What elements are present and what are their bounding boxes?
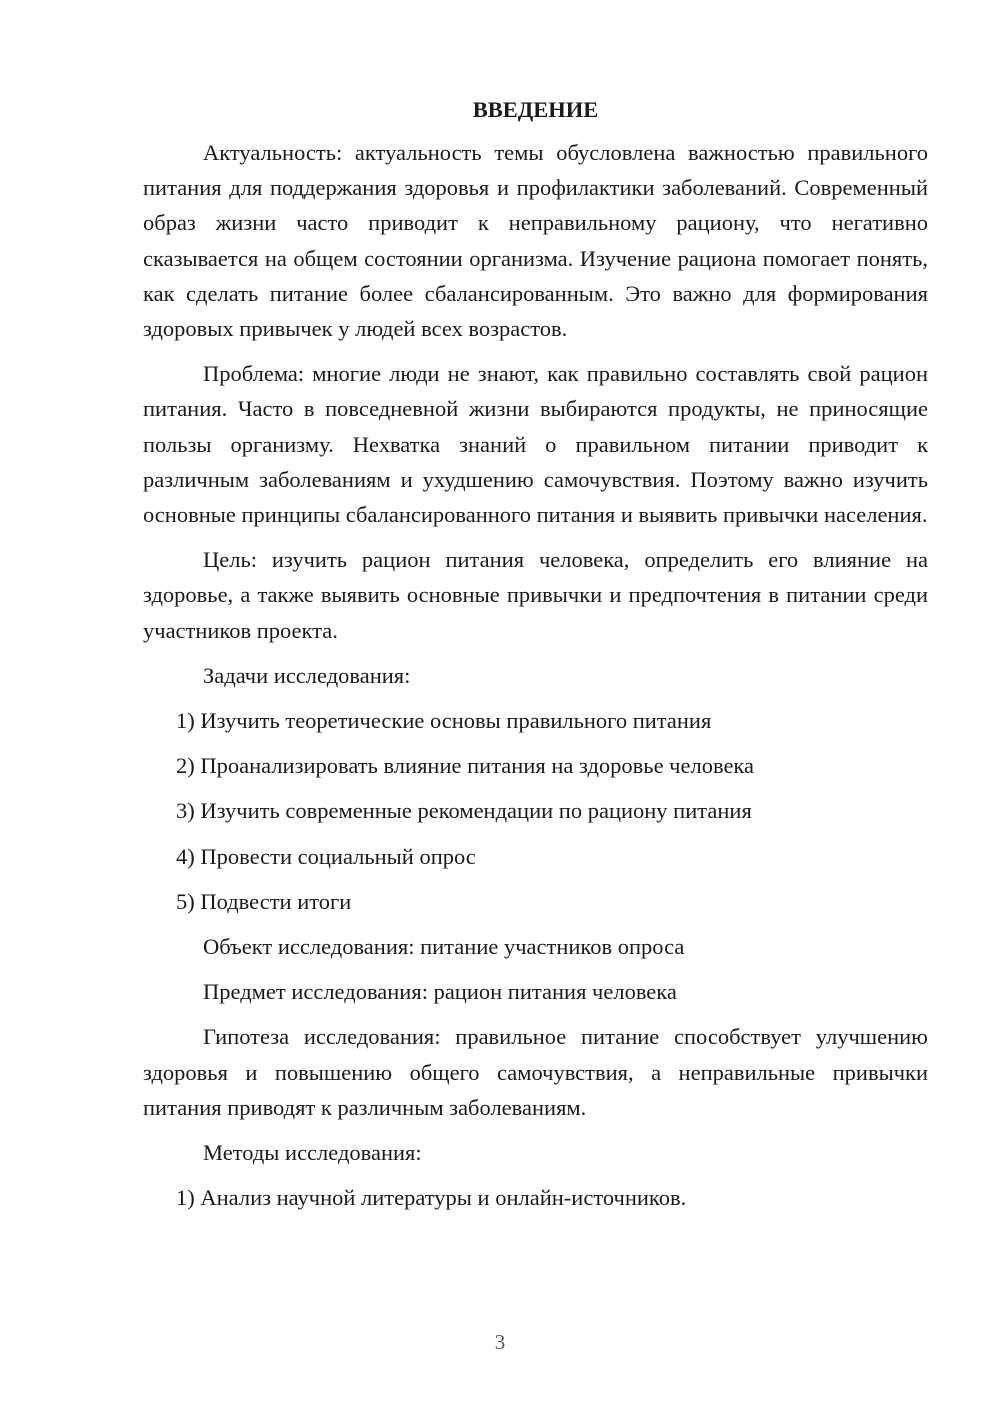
subject-line: Предмет исследования: рацион питания человека bbox=[203, 979, 677, 1005]
problem-paragraph: Проблема: многие люди не знают, как правильно составлять свой рацион питания. Часто в повседневной жизни выбираются продукты, не приносящие пользы организму. Нехватка знаний о правильном питании приводит к различным заболеваниям и ухудшению самочувствия. Поэтому важно изучить основные принципы сбалансированного питания и выявить привычки населения. bbox=[143, 361, 928, 528]
section-title: ВВЕДЕНИЕ bbox=[472, 97, 599, 122]
relevance-paragraph: Актуальность: актуальность темы обусловлена важностью правильного питания для поддержания здоровья и профилактики заболеваний. Современный образ жизни часто приводит к неправильному рациону, что негативно сказывается на общем состоянии организма. Изучение рациона помогает понять, как сделать питание более сбалансированным. Это важно для формирования здоровых привычек у людей всех возрастов. bbox=[143, 140, 928, 342]
object-line: Объект исследования: питание участников опроса bbox=[203, 934, 685, 960]
methods-heading: Методы исследования: bbox=[203, 1140, 422, 1166]
task-item: 4) Провести социальный опрос bbox=[176, 843, 476, 869]
task-item: 2) Проанализировать влияние питания на здоровье человека bbox=[176, 753, 755, 779]
goal-paragraph: Цель: изучить рацион питания человека, определить его влияние на здоровье, а также выявить основные привычки и предпочтения в питании среди участников проекта. bbox=[143, 547, 928, 643]
page-number: 3 bbox=[494, 1330, 506, 1354]
task-item: 1) Изучить теоретические основы правильного питания bbox=[176, 708, 712, 734]
task-item: 3) Изучить современные рекомендации по рациону питания bbox=[176, 798, 752, 824]
document-page bbox=[143, 95, 928, 1225]
task-item: 5) Подвести итоги bbox=[176, 888, 352, 914]
tasks-heading: Задачи исследования: bbox=[203, 662, 411, 688]
method-item: 1) Анализ научной литературы и онлайн-источников. bbox=[176, 1185, 687, 1211]
hypothesis-paragraph: Гипотеза исследования: правильное питание способствует улучшению здоровья и повышению общего самочувствия, а неправильные привычки питания приводят к различным заболеваниям. bbox=[143, 1024, 928, 1120]
